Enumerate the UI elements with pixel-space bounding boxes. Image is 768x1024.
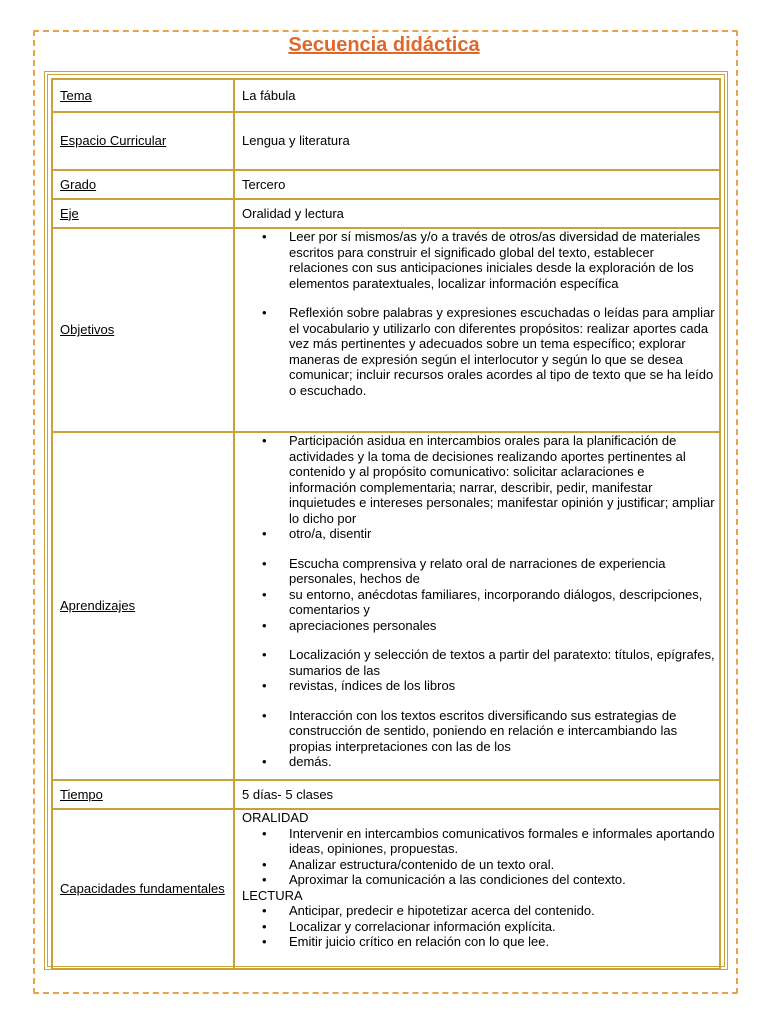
table-row (52, 199, 720, 228)
list-spacer (242, 542, 715, 556)
row-label-tiempo: Tiempo (52, 780, 234, 809)
table-row (52, 79, 720, 112)
row-value-grado: Tercero (234, 170, 720, 199)
list-item: • Interacción con los textos escritos diversificando sus estrategias de construcción de sentido, poniendo en relación e intercambiando las propias interpretaciones con las de los (242, 708, 715, 755)
row-label-aprendizajes: Aprendizajes (52, 432, 234, 780)
lectura-list (242, 903, 715, 950)
list-spacer (242, 694, 715, 708)
list-item: • Localización y selección de textos a partir del paratexto: títulos, epígrafes, sumarios de las (242, 647, 715, 678)
row-label-capacidades: Capacidades fundamentales (52, 809, 234, 969)
table-row (52, 228, 720, 432)
list-item: • Emitir juicio crítico en relación con lo que lee. (242, 934, 715, 950)
list-item: • revistas, índices de los libros (242, 678, 715, 694)
row-value-objetivos (234, 228, 720, 432)
list-item: • Reflexión sobre palabras y expresiones escuchadas o leídas para ampliar el vocabulario y utilizarlo con diferentes propósitos: realizar aportes cada vez más pertinentes y adecuados sobre un tema específico; explorar maneras de expresión según el interlocutor y según lo que se desea comunicar; incluir recursos orales acordes al tipo de texto que se ha leído o escuchado. (242, 305, 715, 398)
table-row (52, 809, 720, 969)
list-item: • Escucha comprensiva y relato oral de narraciones de experiencia personales, hechos de (242, 556, 715, 587)
section-heading-oralidad: ORALIDAD (242, 810, 309, 825)
list-spacer (242, 633, 715, 647)
row-value-tema: La fábula (234, 79, 720, 112)
section-heading-lectura: LECTURA (242, 887, 303, 903)
table-row (52, 170, 720, 199)
oralidad-list (242, 826, 715, 888)
aprendizajes-list (242, 647, 715, 694)
aprendizajes-list (242, 433, 715, 542)
list-item: • Anticipar, predecir e hipotetizar acerca del contenido. (242, 903, 715, 919)
row-label-espacio-curricular: Espacio Curricular (52, 112, 234, 170)
objetivos-list (242, 229, 715, 398)
row-value-espacio-curricular: Lengua y literatura (234, 112, 720, 170)
list-item: • Aproximar la comunicación a las condiciones del contexto. (242, 872, 715, 888)
list-item: • Localizar y correlacionar información explícita. (242, 919, 715, 935)
page-title: Secuencia didáctica (288, 34, 480, 56)
list-item: • Leer por sí mismos/as y/o a través de otros/as diversidad de materiales escritos para construir el significado global del texto, establecer relaciones con sus anticipaciones iniciales desde la exploración de los elementos paratextuales, localizar información específica (242, 229, 715, 291)
row-label-eje: Eje (52, 199, 234, 228)
table-row (52, 780, 720, 809)
row-value-tiempo: 5 días- 5 clases (234, 780, 720, 809)
row-value-aprendizajes (234, 432, 720, 780)
aprendizajes-list (242, 556, 715, 634)
list-item: • Participación asidua en intercambios orales para la planificación de actividades y la toma de decisiones realizando aportes pertinentes al contenido y al propósito comunicativo: solicitar aclaraciones e información complementaria; narrar, describir, pedir, manifestar inquietudes e intereses personales; manifestar opinión y justificar; ampliar lo dicho por (242, 433, 715, 526)
row-label-grado: Grado (52, 170, 234, 199)
list-item: • su entorno, anécdotas familiares, incorporando diálogos, descripciones, comentarios y (242, 587, 715, 618)
list-item: • demás. (242, 754, 715, 770)
table-row (52, 112, 720, 170)
sequence-table-frame (44, 71, 728, 970)
row-value-eje: Oralidad y lectura (234, 199, 720, 228)
list-item: • Analizar estructura/contenido de un texto oral. (242, 857, 715, 873)
sequence-table (51, 78, 721, 970)
list-item: • Intervenir en intercambios comunicativos formales e informales aportando ideas, opiniones, propuestas. (242, 826, 715, 857)
row-value-capacidades (234, 809, 720, 969)
table-row (52, 432, 720, 780)
list-spacer (242, 291, 715, 305)
list-item: • otro/a, disentir (242, 526, 715, 542)
aprendizajes-list (242, 708, 715, 770)
row-label-objetivos: Objetivos (52, 228, 234, 432)
list-item: • apreciaciones personales (242, 618, 715, 634)
row-label-tema: Tema (52, 79, 234, 112)
